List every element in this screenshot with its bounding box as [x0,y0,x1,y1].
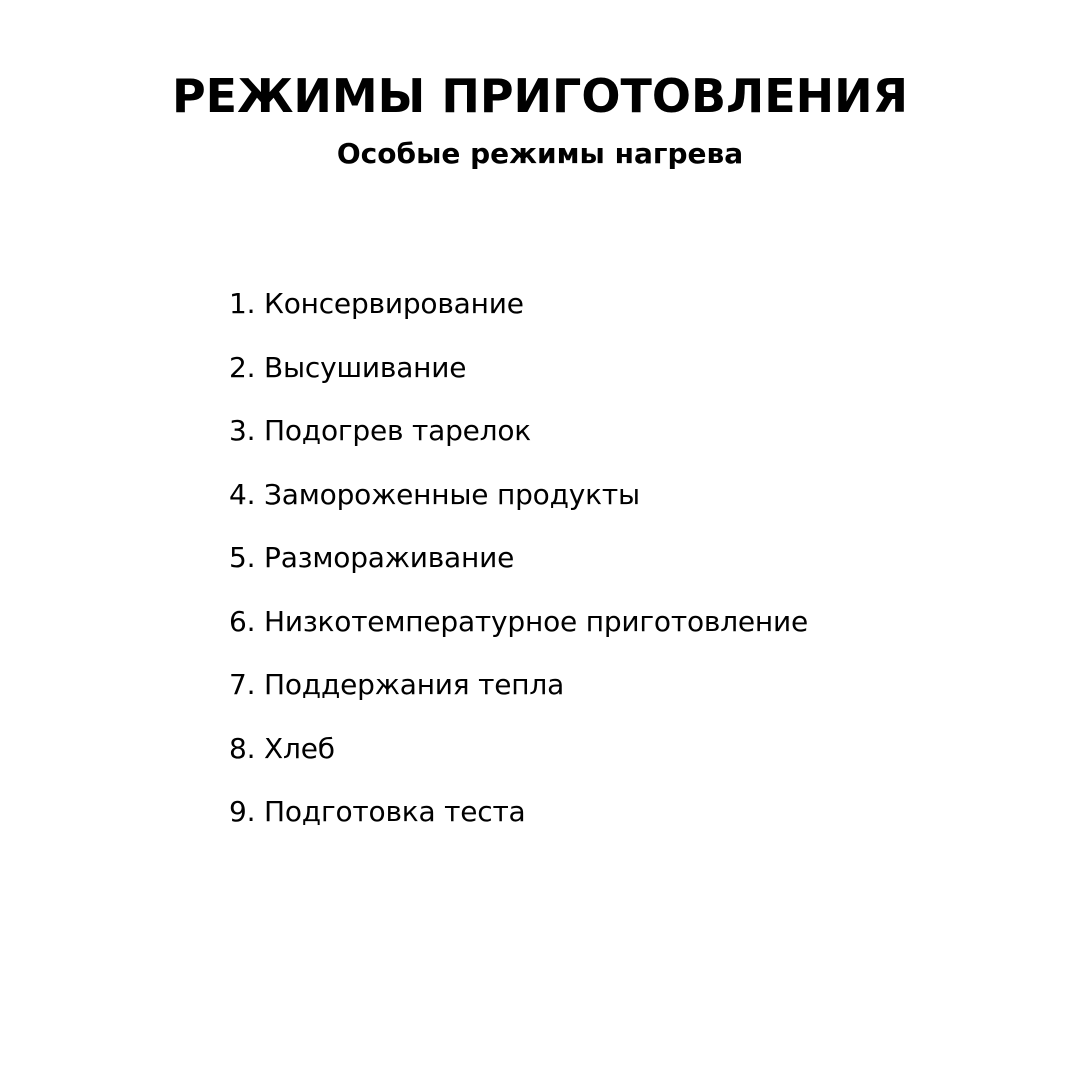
list-item-bread: 8. Хлеб [229,731,335,765]
list-item-plate-warming: 3. Подогрев тарелок [229,414,532,447]
list-item-dough-proofing: 9. Подготовка теста [229,795,526,828]
list-item-canning: 1. Консервирование [229,287,524,320]
list-item-frozen-foods: 4. Замороженные продукты [229,477,640,511]
list-item-low-temperature-cooking: 6. Низкотемпературное приготовление [229,604,809,638]
list-item-defrosting: 5. Размораживание [229,541,515,574]
list-item-drying: 2. Высушивание [229,350,467,384]
list-item-keep-warm: 7. Поддержания тепла [229,668,565,701]
heating-modes-list [229,284,808,856]
page-title: РЕЖИМЫ ПРИГОТОВЛЕНИЯ [171,69,909,123]
page-subtitle: Особые режимы нагрева [336,137,744,170]
